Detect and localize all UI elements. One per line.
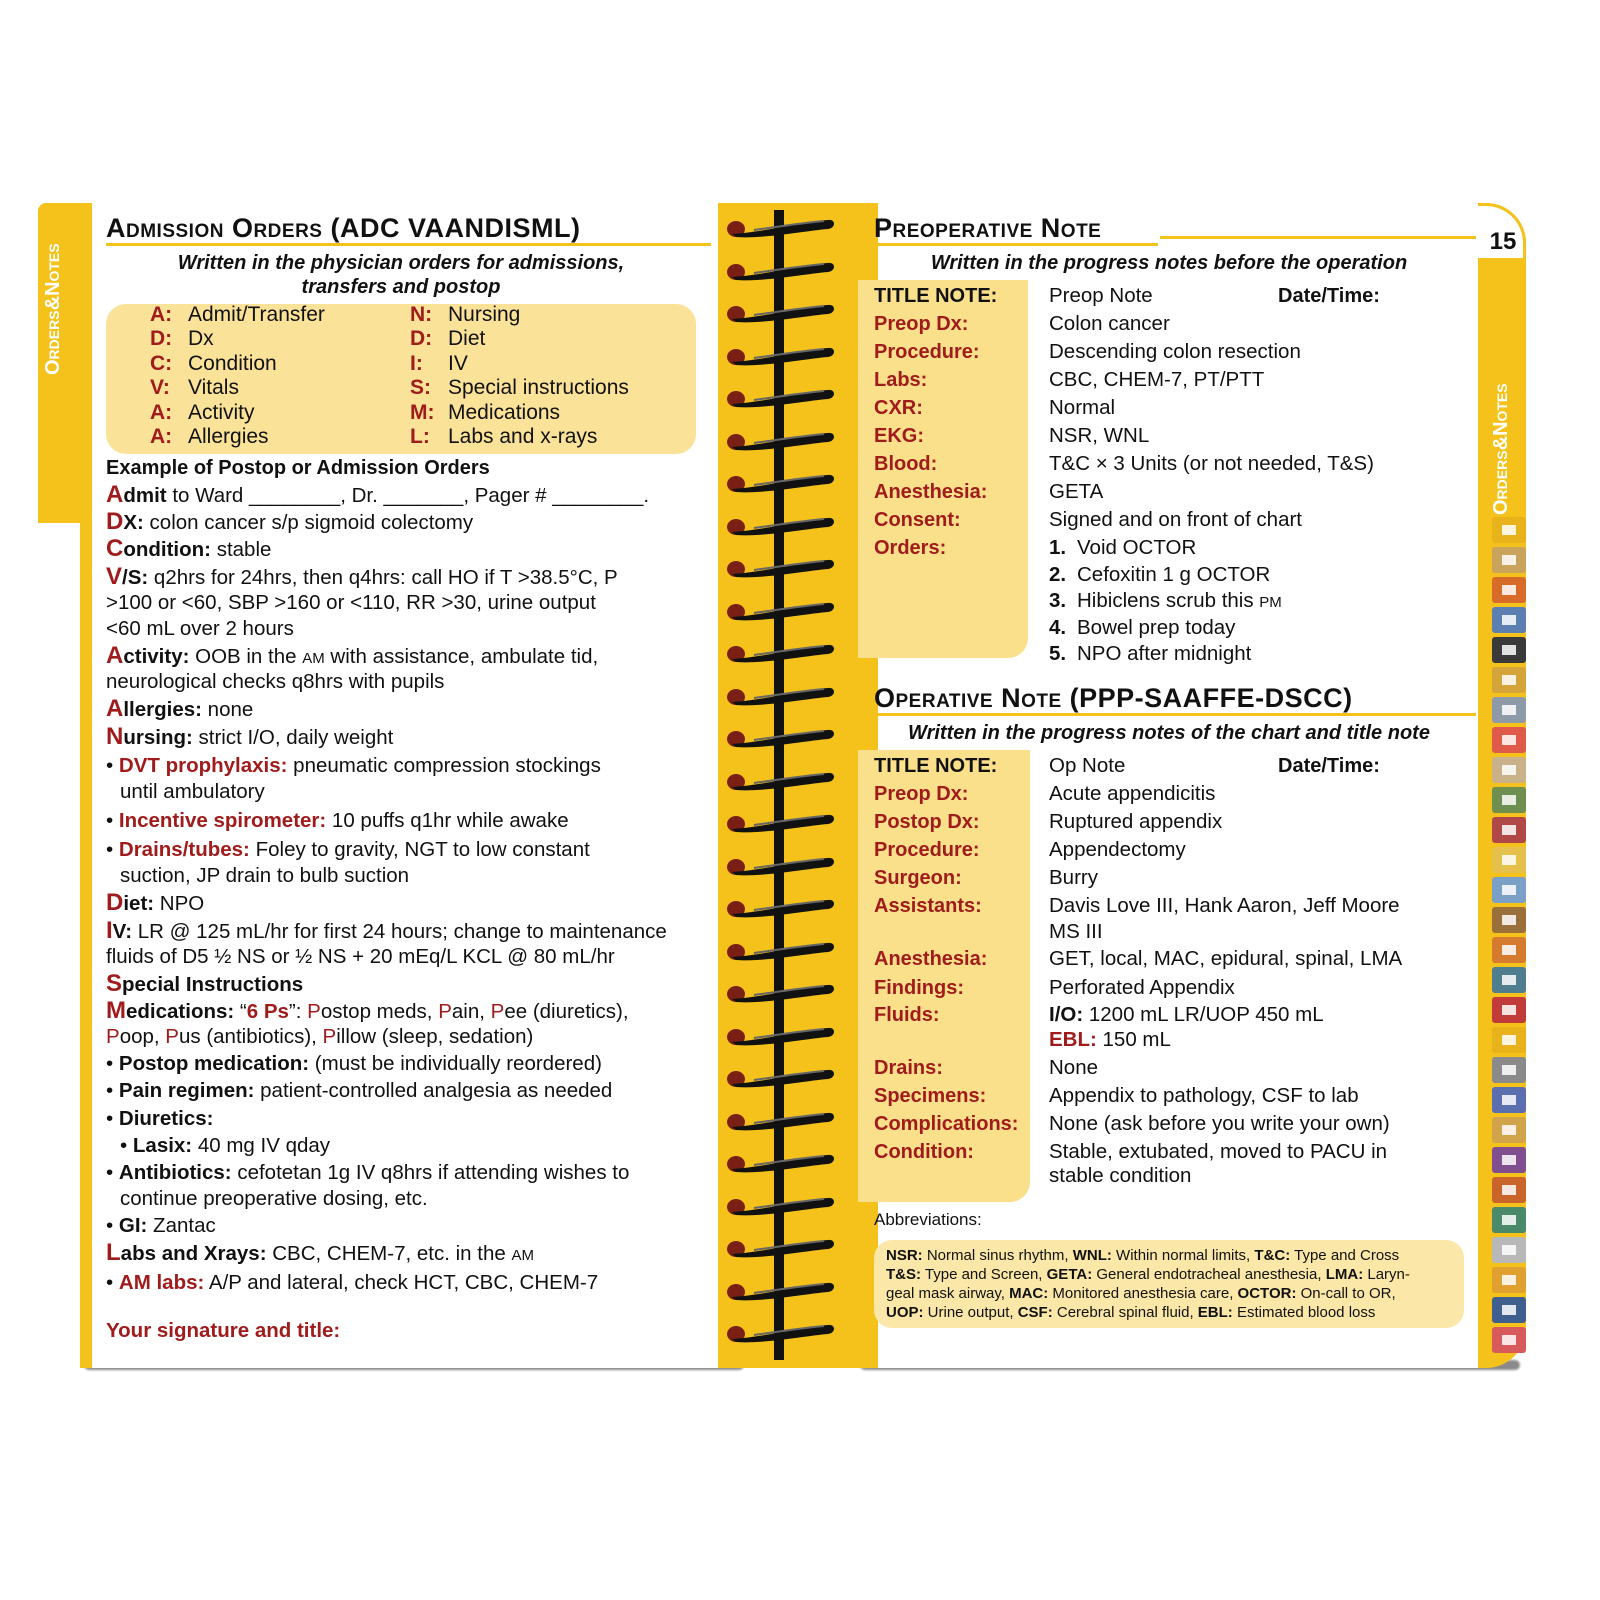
abbreviation-term: T&C:	[1254, 1247, 1291, 1264]
preop-title-underline	[1160, 236, 1476, 239]
index-tab-mark	[1502, 885, 1516, 895]
opnote-row-label: Anesthesia:	[874, 948, 988, 970]
preop-row-label: Labs:	[874, 369, 928, 391]
abbreviation-term: CSF:	[1017, 1304, 1053, 1321]
admission-subtitle-1: Written in the physician orders for admissions,	[177, 252, 625, 274]
mnemonic-item	[410, 425, 597, 449]
preop-row-value: Descending colon resection	[1049, 340, 1301, 363]
vs-line-2: >100 or <60, SBP >160 or <110, RR >30, urine output	[106, 591, 596, 614]
abbreviation-definition: Normal sinus rhythm,	[922, 1247, 1073, 1264]
incentive-line: • Incentive spirometer: 10 puffs q1hr while awake	[106, 809, 569, 832]
mnemonic-word: Special instructions	[448, 376, 629, 400]
opnote-row-label: Postop Dx:	[874, 811, 980, 833]
preop-title-note-label: TITLE NOTE:	[874, 285, 998, 307]
index-tab-stripe	[1492, 937, 1526, 963]
opnote-row-value: Stable, extubated, moved to PACU in	[1049, 1140, 1388, 1163]
postop-med-line: • Postop medication: (must be individually reordered)	[106, 1052, 602, 1075]
preop-row-label: EKG:	[874, 425, 924, 447]
index-tab-stripe	[1492, 817, 1526, 843]
opnote-title: Operative Note (PPP-SAAFFE-DSCC)	[874, 683, 1353, 713]
abbreviation-definition: Urine output,	[923, 1304, 1018, 1321]
abbreviation-term: MAC:	[1009, 1285, 1049, 1302]
mnemonic-word: Medications	[448, 400, 561, 424]
fluids-io: I/O: 1200 mL LR/UOP 450 mL	[1049, 1003, 1324, 1026]
allergies-line: Allergies: none	[106, 695, 254, 722]
index-tab-mark	[1502, 975, 1516, 985]
preop-row-value: NSR, WNL	[1049, 424, 1150, 447]
opnote-row-value: None (ask before you write your own)	[1049, 1112, 1390, 1135]
index-tab-mark	[1502, 1125, 1516, 1135]
index-tab-stripe	[1492, 1087, 1526, 1113]
index-tab-stripe	[1492, 1237, 1526, 1263]
order-text: Void OCTOR	[1077, 536, 1197, 559]
diuretics-line: • Diuretics:	[106, 1107, 214, 1130]
mnemonic-item	[150, 376, 239, 400]
spiral-coil	[724, 597, 836, 623]
spiral-coil	[724, 1277, 836, 1303]
am-labs-line: • AM labs: A/P and lateral, check HCT, CBC, CHEM-7	[106, 1271, 599, 1294]
opnote-row-value: Appendix to pathology, CSF to lab	[1049, 1084, 1359, 1107]
preop-order-item	[1049, 587, 1282, 617]
spiral-coil	[724, 1192, 836, 1218]
index-tab-mark	[1502, 945, 1516, 955]
abbreviation-definition: geal mask airway,	[886, 1285, 1010, 1302]
preop-title: Preoperative Note	[874, 213, 1102, 243]
spiral-coil	[724, 1107, 836, 1133]
opnote-title-note-value: Op Note	[1049, 754, 1126, 777]
mnemonic-letter: A:	[150, 303, 173, 326]
preop-row-label: Consent:	[874, 509, 961, 531]
abbreviation-line	[886, 1246, 1399, 1265]
preop-title-note-value: Preop Note	[1049, 284, 1153, 307]
order-text: Hibiclens scrub this	[1077, 589, 1260, 612]
mnemonic-word: Nursing	[448, 303, 521, 326]
mnemonic-word: Condition	[188, 351, 277, 375]
index-tab-mark	[1502, 675, 1516, 685]
preop-orders-label: Orders:	[874, 537, 947, 559]
medications-line-2: Poop, Pus (antibiotics), Pillow (sleep, sedation)	[106, 1025, 534, 1048]
opnote-row-label: Specimens:	[874, 1085, 987, 1107]
fluids-ebl: EBL: 150 mL	[1049, 1028, 1171, 1051]
mnemonic-word: Vitals	[188, 376, 239, 400]
index-tab-stripe	[1492, 1117, 1526, 1143]
index-tab-mark	[1502, 825, 1516, 835]
mnemonic-word: Diet	[448, 327, 486, 351]
left-tab-label: Orders&Notes	[42, 243, 64, 375]
index-tab-stripe	[1492, 637, 1526, 663]
opnote-row-label: Findings:	[874, 976, 964, 999]
dvt-line: • DVT prophylaxis: pneumatic compression stockings	[106, 754, 601, 777]
spiral-coil	[724, 979, 836, 1005]
mnemonic-item	[150, 352, 277, 376]
index-tab-mark	[1502, 1215, 1516, 1225]
opnote-row-label: Drains:	[874, 1057, 943, 1079]
abbreviation-definition: General endotracheal anesthesia,	[1092, 1266, 1326, 1283]
opnote-row-value: Perforated Appendix	[1049, 975, 1235, 999]
spiral-coil	[724, 1319, 836, 1345]
index-tab-mark	[1502, 1335, 1516, 1345]
abbreviation-term: UOP:	[886, 1304, 924, 1321]
order-number: 4.	[1049, 615, 1067, 639]
antibiotics-line-2: continue preoperative dosing, etc.	[120, 1187, 428, 1210]
index-tab-stripe	[1492, 907, 1526, 933]
preop-row-label: Procedure:	[874, 341, 980, 363]
spiral-coil	[724, 767, 836, 793]
order-number: 5.	[1049, 642, 1067, 665]
index-tab-stripe	[1492, 727, 1526, 753]
abbreviation-line	[886, 1284, 1396, 1303]
example-heading: Example of Postop or Admission Orders	[106, 457, 490, 479]
index-tab-mark	[1502, 1155, 1516, 1165]
order-text: Bowel prep today	[1077, 615, 1236, 639]
title-underline	[106, 243, 711, 246]
mnemonic-letter: A:	[150, 425, 173, 448]
index-tab-stripe	[1492, 547, 1526, 573]
preop-row-value: Signed and on front of chart	[1049, 508, 1303, 531]
mnemonic-item	[150, 327, 214, 351]
mnemonic-item	[410, 303, 520, 327]
index-tab-stripe	[1492, 1177, 1526, 1203]
spiral-coil	[724, 852, 836, 878]
index-tab-mark	[1502, 735, 1516, 745]
index-tab-stripe	[1492, 787, 1526, 813]
mnemonic-letter: M:	[410, 400, 435, 424]
spiral-coil	[724, 724, 836, 750]
mnemonic-item	[150, 401, 255, 425]
index-tab-mark	[1502, 855, 1516, 865]
gi-line: • GI: Zantac	[106, 1214, 216, 1237]
mnemonic-letter: N:	[410, 303, 433, 326]
vs-line: V/S: q2hrs for 24hrs, then q4hrs: call HO if T >38.5°C, P	[106, 563, 618, 590]
preop-row-value: GETA	[1049, 480, 1104, 503]
index-tab-mark	[1502, 585, 1516, 595]
spiral-coil	[724, 384, 836, 410]
index-tab-stripe	[1492, 757, 1526, 783]
drains-line-2: suction, JP drain to bulb suction	[120, 864, 410, 887]
preop-order-item	[1049, 534, 1196, 562]
condition-line: Condition: stable	[106, 535, 272, 562]
order-number: 3.	[1049, 589, 1067, 612]
mnemonic-letter: L:	[410, 425, 430, 448]
abbreviation-definition: Type and Cross	[1290, 1247, 1400, 1264]
abbreviation-definition: Laryn-	[1363, 1266, 1410, 1283]
spiral-coil	[724, 1234, 836, 1260]
opnote-row-value: GET, local, MAC, epidural, spinal, LMA	[1049, 947, 1403, 970]
index-tabs	[1492, 515, 1526, 1355]
abbreviation-line	[886, 1303, 1375, 1322]
spiral-coil	[724, 512, 836, 538]
left-tab-edge	[80, 520, 92, 1368]
drains-line: • Drains/tubes: Foley to gravity, NGT to low constant	[106, 838, 590, 861]
abbreviation-term: T&S:	[886, 1266, 921, 1283]
index-tab-stripe	[1492, 577, 1526, 603]
abbreviation-term: WNL:	[1072, 1247, 1112, 1264]
mnemonic-letter: D:	[410, 327, 433, 351]
index-tab-mark	[1502, 645, 1516, 655]
index-tab-stripe	[1492, 1267, 1526, 1293]
mnemonic-letter: S:	[410, 376, 431, 400]
index-tab-mark	[1502, 915, 1516, 925]
lasix-line: • Lasix: 40 mg IV qday	[120, 1134, 331, 1157]
mnemonic-word: Dx	[188, 327, 214, 351]
mnemonic-word: Labs and x-rays	[448, 425, 598, 448]
abbreviation-term: EBL:	[1197, 1304, 1233, 1321]
index-tab-mark	[1502, 525, 1516, 535]
index-tab-stripe	[1492, 667, 1526, 693]
opnote-row-value: Burry	[1049, 866, 1098, 889]
mnemonic-word: Activity	[188, 400, 255, 424]
order-number: 1.	[1049, 536, 1067, 559]
mnemonic-word: Admit/Transfer	[188, 303, 325, 326]
opnote-title-note-label: TITLE NOTE:	[874, 755, 998, 777]
admission-orders-title: Admission Orders (ADC VAANDISML)	[106, 213, 581, 243]
vs-line-3: <60 mL over 2 hours	[106, 617, 294, 640]
page-number: 15	[1489, 228, 1517, 255]
preop-order-item	[1049, 614, 1235, 642]
mnemonic-letter: D:	[150, 327, 173, 351]
preop-date-time: Date/Time:	[1278, 285, 1380, 307]
index-tab-mark	[1502, 1185, 1516, 1195]
order-pm: PM	[1259, 594, 1282, 611]
order-text: NPO after midnight	[1077, 642, 1252, 665]
opnote-row-label: Complications:	[874, 1113, 1019, 1135]
index-tab-stripe	[1492, 1147, 1526, 1173]
opnote-row-label: Assistants:	[874, 895, 982, 917]
opnote-row-value: None	[1049, 1056, 1099, 1079]
abbreviation-term: OCTOR:	[1237, 1285, 1297, 1302]
opnote-title-underline	[858, 713, 1476, 716]
mnemonic-item	[150, 425, 269, 449]
abbreviation-definition: Estimated blood loss	[1232, 1304, 1376, 1321]
index-tab-stripe	[1492, 1327, 1526, 1353]
mnemonic-item	[410, 376, 629, 400]
index-tab-mark	[1502, 555, 1516, 565]
abbreviations-heading: Abbreviations:	[874, 1210, 982, 1229]
preop-subtitle: Written in the progress notes before the operation	[930, 252, 1408, 274]
index-tab-mark	[1502, 1245, 1516, 1255]
index-tab-mark	[1502, 795, 1516, 805]
index-tab-stripe	[1492, 517, 1526, 543]
spiral-coil	[724, 342, 836, 368]
fluids-label: Fluids:	[874, 1004, 940, 1026]
spiral-coil	[724, 682, 836, 708]
abbreviation-line	[886, 1265, 1410, 1284]
index-tab-mark	[1502, 615, 1516, 625]
opnote-row-label: Surgeon:	[874, 867, 962, 889]
preop-row-label: Anesthesia:	[874, 481, 988, 503]
right-tab-label: Orders&Notes	[1490, 383, 1512, 515]
spiral-coil	[724, 639, 836, 665]
opnote-row-value: Davis Love III, Hank Aaron, Jeff Moore	[1049, 894, 1400, 917]
admission-subtitle-2: transfers and postop	[301, 276, 501, 298]
preop-order-item	[1049, 640, 1251, 668]
index-tab-mark	[1502, 1095, 1516, 1105]
abbreviation-definition: Within normal limits,	[1111, 1247, 1255, 1264]
nursing-line: Nursing: strict I/O, daily weight	[106, 723, 394, 750]
preop-order-item	[1049, 561, 1270, 589]
index-tab-stripe	[1492, 1297, 1526, 1323]
index-tab-mark	[1502, 1035, 1516, 1045]
mnemonic-letter: C:	[150, 351, 173, 375]
index-tab-stripe	[1492, 997, 1526, 1023]
iv-line: IV: LR @ 125 mL/hr for first 24 hours; change to maintenance	[106, 917, 667, 944]
preop-row-value: CBC, CHEM-7, PT/PTT	[1049, 368, 1265, 391]
activity-line-2: neurological checks q8hrs with pupils	[106, 670, 445, 693]
pain-line: • Pain regimen: patient-controlled analgesia as needed	[106, 1079, 613, 1102]
opnote-row-label: Condition:	[874, 1141, 974, 1163]
index-tab-mark	[1502, 1005, 1516, 1015]
index-tab-mark	[1502, 1275, 1516, 1285]
abbreviation-term: GETA:	[1046, 1266, 1093, 1283]
spiral-coil	[724, 214, 836, 240]
mnemonic-letter: A:	[150, 400, 173, 424]
spiral-coil	[724, 937, 836, 963]
preop-row-label: CXR:	[874, 397, 923, 419]
preop-row-label: Blood:	[874, 453, 938, 475]
preop-row-value: T&C × 3 Units (or not needed, T&S)	[1049, 452, 1374, 475]
assistants-line-2: MS III	[1049, 920, 1103, 943]
index-tab-stripe	[1492, 607, 1526, 633]
spiral-coil	[724, 809, 836, 835]
labs-line: Labs and Xrays: CBC, CHEM-7, etc. in the AM	[106, 1239, 534, 1266]
spiral-coil	[724, 1149, 836, 1175]
diet-line: Diet: NPO	[106, 889, 205, 916]
antibiotics-line: • Antibiotics: cefotetan 1g IV q8hrs if attending wishes to	[106, 1161, 630, 1184]
mnemonic-item	[410, 327, 485, 351]
special-line: Special Instructions	[106, 970, 304, 997]
opnote-row-label: Preop Dx:	[874, 783, 969, 805]
spiral-coil	[724, 1022, 836, 1048]
mnemonic-word: Allergies	[188, 425, 269, 448]
abbreviation-term: LMA:	[1325, 1266, 1364, 1283]
mnemonic-item	[150, 303, 325, 327]
spiral-coil	[724, 299, 836, 325]
medications-line: Medications: “6 Ps”: Postop meds, Pain, Pee (diuretics),	[106, 997, 629, 1024]
activity-line: Activity: OOB in the AM with assistance, ambulate tid,	[106, 642, 599, 669]
abbreviation-definition: On-call to OR,	[1296, 1285, 1396, 1302]
mnemonic-item	[410, 401, 560, 425]
opnote-row-value: Ruptured appendix	[1049, 810, 1223, 833]
preop-title-underline-2	[858, 243, 1158, 246]
index-tab-mark	[1502, 765, 1516, 775]
opnote-row-value: Acute appendicitis	[1049, 782, 1216, 805]
index-tab-stripe	[1492, 697, 1526, 723]
index-tab-mark	[1502, 705, 1516, 715]
mnemonic-item	[410, 352, 468, 376]
opnote-row-value: Appendectomy	[1049, 838, 1186, 861]
condition-line-2: stable condition	[1049, 1164, 1192, 1187]
preop-row-value: Normal	[1049, 396, 1116, 419]
spiral-coil	[724, 554, 836, 580]
opnote-row-label: Procedure:	[874, 839, 980, 861]
abbreviation-definition: Monitored anesthesia care,	[1048, 1285, 1238, 1302]
spiral-coil	[724, 257, 836, 283]
order-number: 2.	[1049, 562, 1067, 586]
abbreviation-term: NSR:	[886, 1247, 923, 1264]
dvt-line-2: until ambulatory	[120, 780, 265, 803]
mnemonic-letter: I:	[410, 351, 423, 375]
spiral-coil	[724, 469, 836, 495]
admit-line: Admit to Ward ________, Dr. _______, Pager # ________.	[106, 481, 650, 508]
preop-row-label: Preop Dx:	[874, 313, 969, 335]
index-tab-mark	[1502, 1065, 1516, 1075]
signature-line: Your signature and title:	[106, 1319, 341, 1342]
index-tab-mark	[1502, 1305, 1516, 1315]
opnote-date-time: Date/Time:	[1278, 755, 1380, 777]
spiral-coil	[724, 894, 836, 920]
mnemonic-letter: V:	[150, 376, 170, 400]
abbreviation-definition: Type and Screen,	[921, 1266, 1047, 1283]
iv-line-2: fluids of D5 ½ NS or ½ NS + 20 mEq/L KCL @ 80 mL/hr	[106, 945, 615, 968]
spiral-coil	[724, 1064, 836, 1090]
spiral-coil	[724, 427, 836, 453]
opnote-subtitle: Written in the progress notes of the chart and title note	[908, 722, 1430, 744]
index-tab-stripe	[1492, 1027, 1526, 1053]
index-tab-stripe	[1492, 967, 1526, 993]
order-text: Cefoxitin 1 g OCTOR	[1077, 562, 1271, 586]
index-tab-stripe	[1492, 847, 1526, 873]
preop-row-value: Colon cancer	[1049, 312, 1170, 335]
abbreviation-definition: Cerebral spinal fluid,	[1052, 1304, 1198, 1321]
index-tab-stripe	[1492, 1207, 1526, 1233]
index-tab-stripe	[1492, 1057, 1526, 1083]
dx-line: DX: colon cancer s/p sigmoid colectomy	[106, 508, 474, 535]
index-tab-stripe	[1492, 877, 1526, 903]
mnemonic-word: IV	[448, 351, 468, 375]
